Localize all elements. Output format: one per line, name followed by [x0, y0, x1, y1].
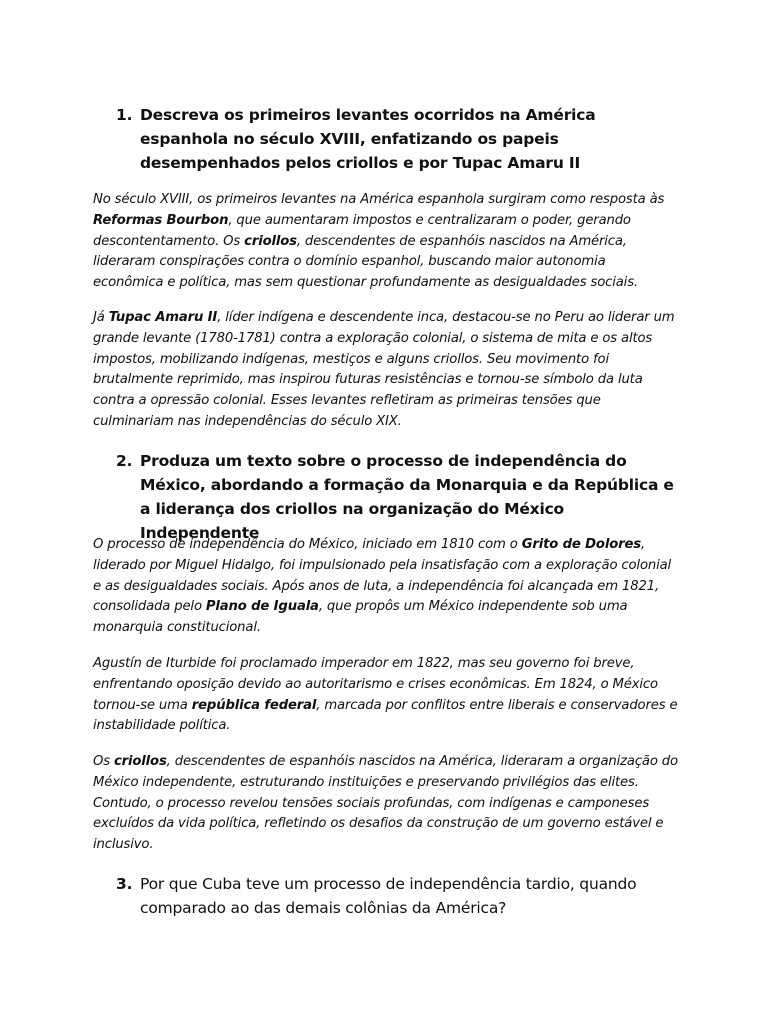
answer-text: Os: [93, 754, 114, 769]
question-3-text: Por que Cuba teve um processo de independência tardio, quando comparado ao das demais colônias da América?: [140, 875, 637, 917]
question-1-text: Descreva os primeiros levantes ocorridos na América espanhola no século XVIII, enfatizando os papeis desempenhados pelos criollos e por Tupac Amaru II: [140, 106, 596, 172]
answer-bold-term: Grito de Dolores: [521, 537, 641, 552]
answer-bold-term: criollos: [244, 233, 297, 249]
answer-2-paragraph-1: [93, 535, 678, 639]
question-1-number: 1.: [116, 106, 133, 124]
question-2-number: 2.: [116, 452, 133, 470]
answer-text: , que propôs um México independente sob uma monarquia constitucional.: [93, 599, 628, 636]
answer-text: , liderado por Miguel Hidalgo, foi impulsionado pela insatisfação com a exploração colonial e as desigualdades sociais. Após anos de luta, a independência foi alcançada em 1821, consolidada pelo: [93, 537, 672, 615]
answer-bold-term: criollos: [114, 754, 167, 769]
question-1: [116, 103, 676, 175]
answer-text: , descendentes de espanhóis nascidos na América, lideraram conspirações contra o domínio espanhol, buscando maior autonomia econômica e política, mas sem questionar profundamente as desigualdades sociais.: [93, 233, 638, 291]
question-2: [116, 449, 676, 545]
answer-text: No século XVIII, os primeiros levantes na América espanhola surgiram como resposta às: [93, 192, 665, 207]
answer-1-paragraph-1: [93, 190, 678, 294]
answer-1-paragraph-2: [93, 308, 678, 433]
answer-bold-term: Plano de Iguala: [205, 599, 319, 615]
answer-bold-term: Tupac Amaru II: [108, 310, 218, 325]
answer-text: Já: [93, 310, 109, 325]
answer-text: O processo de independência do México, iniciado em 1810 com o: [93, 537, 522, 552]
question-3: [116, 872, 676, 920]
answer-text: , marcada por conflitos entre liberais e conservadores e instabilidade política.: [93, 697, 678, 734]
answer-2-paragraph-2: [93, 654, 678, 737]
answer-text: , líder indígena e descendente inca, destacou-se no Peru ao liderar um grande levante (1780-1781) contra a exploração colonial, o sistema de mita e os altos impostos, mobilizando indígenas, mestiços e alguns criollos. Seu movimento foi brutalmente reprimido, mas inspirou futuras resistências e tornou-se símbolo da luta contra a opressão colonial. Esses levantes refletiram as primeiras tensões que culminariam nas independências do século XIX.: [93, 310, 675, 429]
answer-bold-term: Reformas Bourbon: [93, 212, 229, 228]
question-2-text: Produza um texto sobre o processo de independência do México, abordando a formação da Monarquia e da República e a liderança dos criollos na organização do México Independente: [140, 452, 674, 542]
answer-2-paragraph-3: [93, 752, 678, 856]
answer-bold-term: república federal: [191, 697, 317, 713]
answer-text: Agustín de Iturbide foi proclamado imperador em 1822, mas seu governo foi breve, enfrentando oposição devido ao autoritarismo e crises econômicas. Em 1824, o México tornou-se uma: [93, 656, 658, 713]
question-3-number: 3.: [116, 875, 133, 893]
answer-text: , descendentes de espanhóis nascidos na América, lideraram a organização do México independente, estruturando instituições e preservando privilégios das elites. Contudo, o processo revelou tensões sociais profundas, com indígenas e camponeses excluídos da vida política, refletindo os desafios da construção de um governo estável e inclusivo.: [93, 754, 678, 853]
answer-text: , que aumentaram impostos e centralizaram o poder, gerando descontentamento. Os: [93, 212, 631, 249]
